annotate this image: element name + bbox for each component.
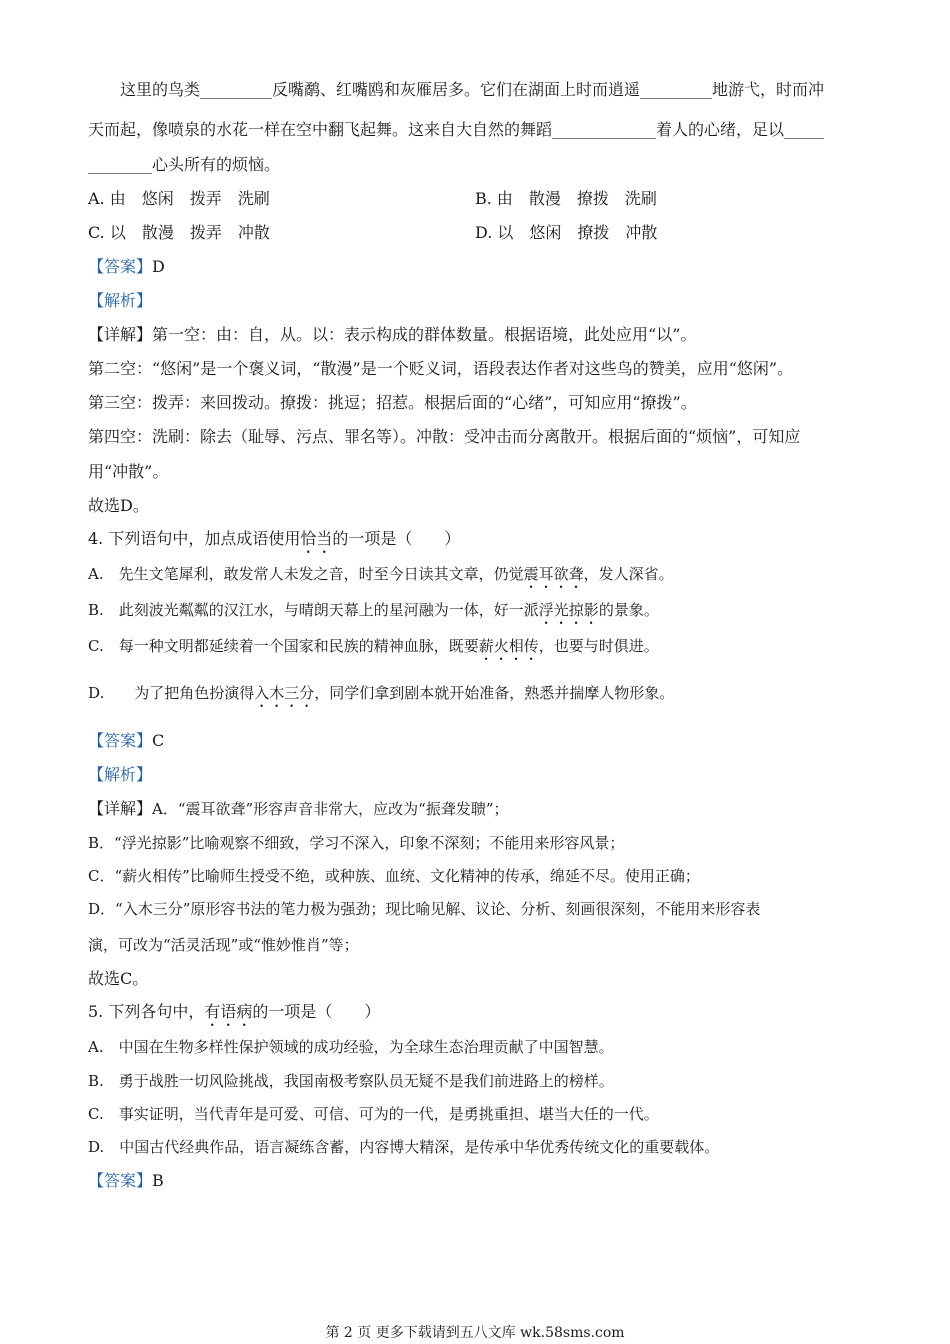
answer-value: D — [152, 257, 165, 276]
q5-answer-row — [88, 1171, 164, 1191]
question-5-stem: 5. 下列各句中，有语病的一项是（ ） — [88, 1002, 381, 1021]
q4-detail-a: 【详解】A．“震耳欲聋”形容声音非常大，应改为“振聋发聩”； — [88, 799, 509, 818]
passage-line-2: 天而起，像喷泉的水花一样在空中翻飞起舞。这来自大自然的舞蹈_____________着人的心绪，足以_____ — [88, 120, 825, 139]
answer-value: C — [152, 731, 165, 750]
answer-label: 【答案】 — [88, 257, 153, 276]
idiom: 入木三分 — [254, 684, 315, 702]
q4-detail-d2: 演，可改为“活灵活现”或“惟妙惟肖”等； — [88, 936, 359, 954]
emphasis-text: 有语病 — [204, 1002, 253, 1021]
q5-option-d: D. 中国古代经典作品，语言凝练含蓄，内容博大精深，是传承中华优秀传统文化的重要载体。 — [88, 1138, 720, 1156]
q4-option-b: B. 此刻波光粼粼的汉江水，与晴朗天幕上的星河融为一体，好一派浮光掠影的景象。 — [88, 601, 659, 619]
detail-line-5: 用“冲散”。 — [88, 462, 169, 481]
q4-detail-d1: D．“入木三分”原形容书法的笔力极为强劲；现比喻见解、议论、分析、刻画很深刻，不能用来形容表 — [88, 900, 761, 918]
option-d: D. 以 悠闲 撩拨 冲散 — [475, 223, 658, 242]
q5-option-c: C. 事实证明，当代青年是可爱、可信、可为的一代，是勇挑重担、堪当大任的一代。 — [88, 1105, 659, 1123]
answer-label: 【答案】 — [88, 1171, 153, 1190]
analysis-label: 【解析】 — [88, 291, 153, 310]
conclusion: 故选D。 — [88, 496, 149, 515]
detail-label: 【详解】 — [88, 325, 153, 344]
answer-row — [88, 257, 165, 277]
q4-analysis-label: 【解析】 — [88, 765, 153, 784]
option-a: A. 由 悠闲 拨弄 洗刷 — [88, 189, 270, 208]
q5-option-a: A. 中国在生物多样性保护领域的成功经验，为全球生态治理贡献了中国智慧。 — [88, 1038, 614, 1056]
idiom: 震耳欲聋 — [523, 565, 584, 583]
detail-line-3: 第三空：拨弄：来回拨动。撩拨：挑逗；招惹。根据后面的“心绪”，可知应用“撩拨”。 — [88, 393, 697, 412]
q4-option-d: D. 为了把角色扮演得入木三分，同学们拿到剧本就开始准备，熟悉并揣摩人物形象。 — [88, 684, 675, 702]
q4-option-c: C. 每一种文明都延续着一个国家和民族的精神血脉，既要薪火相传，也要与时俱进。 — [88, 637, 659, 655]
answer-label: 【答案】 — [88, 731, 153, 750]
q4-detail-c: C．“薪火相传”比喻师生授受不绝，或种族、血统、文化精神的传承，绵延不尽。使用正确； — [88, 867, 700, 885]
q4-answer-row — [88, 731, 164, 751]
detail-line-1: 【详解】第一空：由：自，从。以：表示构成的群体数量。根据语境，此处应用“以”。 — [88, 325, 697, 344]
detail-label: 【详解】 — [88, 799, 153, 818]
detail-line-4: 第四空：洗刷：除去（耻辱、污点、罪名等）。冲散：受冲击而分离散开。根据后面的“烦恼”，可知应 — [88, 427, 801, 446]
passage-line-1: 这里的鸟类_________反嘴鹬、红嘴鸥和灰雁居多。它们在湖面上时而逍遥_________地游弋，时而冲 — [120, 80, 825, 99]
detail-line-2: 第二空：“悠闲”是一个褒义词，“散漫”是一个贬义词，语段表达作者对这些鸟的赞美，应用“悠闲”。 — [88, 359, 794, 378]
q5-option-b: B. 勇于战胜一切风险挑战，我国南极考察队员无疑不是我们前进路上的榜样。 — [88, 1072, 614, 1090]
idiom: 浮光掠影 — [538, 601, 599, 619]
answer-value: B — [152, 1171, 164, 1190]
emphasis-text: 恰当 — [300, 529, 333, 548]
q4-option-a: A. 先生文笔犀利，敢发常人未发之音，时至今日读其文章，仍觉震耳欲聋，发人深省。 — [88, 565, 674, 583]
option-c: C. 以 散漫 拨弄 冲散 — [88, 223, 270, 242]
question-4-stem: 4. 下列语句中，加点成语使用恰当的一项是（ ） — [88, 529, 461, 548]
idiom: 薪火相传 — [478, 637, 539, 655]
page-footer: 第 2 页 更多下载请到五八文库 wk.58sms.com — [325, 1325, 625, 1341]
option-b: B. 由 散漫 撩拨 洗刷 — [475, 189, 657, 208]
q4-conclusion: 故选C。 — [88, 969, 149, 988]
passage-line-3: ________心头所有的烦恼。 — [88, 155, 281, 174]
q4-detail-b: B．“浮光掠影”比喻观察不细致，学习不深入，印象不深刻；不能用来形容风景； — [88, 834, 625, 852]
